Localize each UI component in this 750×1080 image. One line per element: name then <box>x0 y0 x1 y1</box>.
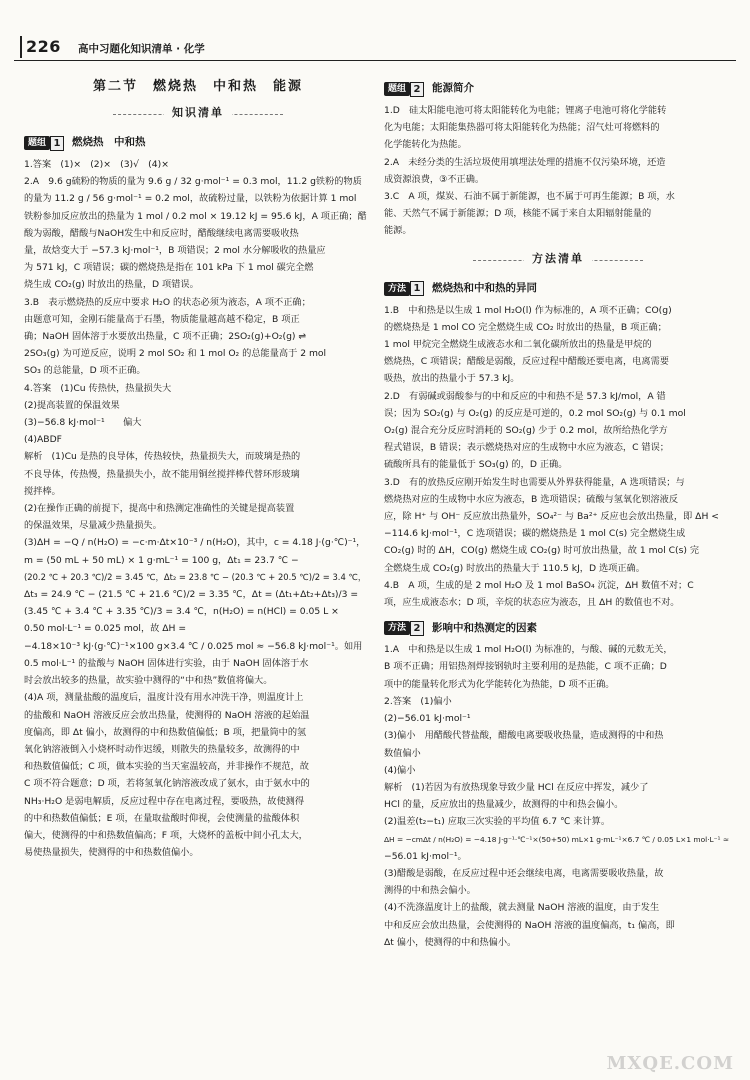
text-line: (3.45 ℃ + 3.4 ℃ + 3.35 ℃)/3 = 3.4 ℃，n(H₂O) = n(HCl) = 0.05 L × <box>24 606 339 618</box>
text-line: 解析 (1)Cu 是热的良导体，传热较快，热量损失大，而玻璃是热的 <box>24 451 301 463</box>
text-line: 2.D 有弱碱或弱酸参与的中和反应的中和热不是 57.3 kJ/mol，A 错 <box>384 390 666 402</box>
method-number: 1 <box>410 281 424 296</box>
text-line: 烧生成 CO₂(g) 时放出的热量，D 项错误。 <box>24 279 199 291</box>
text-line: 酸为弱酸，醋酸与NaOH发生中和反应时，醋酸继续电离需要吸收热 <box>24 227 299 239</box>
right-paragraphs-b <box>384 302 732 612</box>
group-number: 2 <box>410 82 424 97</box>
text-line: 全燃烧生成 CO₂(g) 时放出的热量大于 110.5 kJ，D 选项正确。 <box>384 562 645 574</box>
text-line: 3.D 有的放热反应刚开始发生时也需要从外界获得能量，A 选项错误；与 <box>384 476 685 488</box>
text-line: HCl 的量，反应放出的热量减少，故测得的中和热会偏小。 <box>384 799 624 811</box>
header-rule <box>14 60 736 61</box>
left-paragraphs <box>24 156 372 861</box>
text-line: 化为电能；太阳能集热器可将太阳能转化为热能；沼气灶可将燃料的 <box>384 122 660 134</box>
text-line: 能、天然气不属于新能源；D 项，核能不属于来自太阳辐射能量的 <box>384 208 652 220</box>
text-line: 铁粉参加反应放出的热量为 1 mol / 0.2 mol × 19.12 kJ = 95.6 kJ，A 项正确；醋 <box>24 210 367 222</box>
method-banner <box>473 250 643 270</box>
text-line: O₂(g) 混合充分反应时消耗的 SO₂(g) 少于 0.2 mol，故所给热化学方 <box>384 425 668 437</box>
text-line: (20.2 ℃ + 20.3 ℃)/2 = 3.45 ℃，Δt₂ = 23.8 ℃ − (20.3 ℃ + 20.5 ℃)/2 = 3.4 ℃， <box>24 571 367 582</box>
text-line: 应，除 H⁺ 与 OH⁻ 反应放出热量外，SO₄²⁻ 与 Ba²⁺ 反应也会放出热量，即 ΔH < <box>384 511 719 523</box>
text-line: 化学能转化为热能。 <box>384 139 467 151</box>
text-line: 误；因为 SO₂(g) 与 O₂(g) 的反应是可逆的，0.2 mol SO₂(g) 与 0.1 mol <box>384 407 686 419</box>
text-line: 的燃烧热是 1 mol CO 完全燃烧生成 CO₂ 时放出的热量，B 项正确； <box>384 321 667 333</box>
watermark <box>604 1018 734 1074</box>
text-line: (3)ΔH = −Q / n(H₂O) = −c·m·Δt×10⁻³ / n(H₂O)，其中，c = 4.18 J·(g·℃)⁻¹， <box>24 537 366 549</box>
text-line: 燃烧热对应的生成物中水应为液态，B 选项错误；硫酸与氢氧化钡溶液反 <box>384 493 679 505</box>
text-line: 1.D 硅太阳能电池可将太阳能转化为电能；锂离子电池可将化学能转 <box>384 105 667 116</box>
group-title: 能源简介 <box>432 82 475 95</box>
banner-label: 知识清单 <box>164 104 232 121</box>
text-line: 吸热，放出的热量小于 57.3 kJ。 <box>384 373 520 385</box>
text-line: 3.B 表示燃烧热的反应中要求 H₂O 的状态必须为液态，A 项不正确； <box>24 296 311 308</box>
text-line: m = (50 mL + 50 mL) × 1 g·mL⁻¹ = 100 g，Δt₁ = 23.7 ℃ − <box>24 554 299 566</box>
text-line: 1.B 中和热是以生成 1 mol H₂O(l) 作为标准的，A 项不正确；CO(g) <box>384 304 672 316</box>
banner-label: 方法清单 <box>524 250 592 267</box>
text-line: −114.6 kJ·mol⁻¹，C 选项错误；碳的燃烧热是 1 mol C(s) 完全燃烧生成 <box>384 528 686 540</box>
text-line: 成资源浪费，③不正确。 <box>384 173 485 185</box>
text-line: (4)ABDF <box>24 434 62 446</box>
text-line: 的中和热数值偏低；E 项，在量取盐酸时仰视，会使测量的盐酸体积 <box>24 812 300 824</box>
text-line: 程式错误，B 错误；表示燃烧热对应的生成物中水应为液态，C 错误； <box>384 442 669 454</box>
book-title: 高中习题化知识清单 · 化学 <box>78 43 205 55</box>
text-line: 2SO₃(g) 为可逆反应，说明 2 mol SO₂ 和 1 mol O₂ 的总能量高于 2 mol <box>24 348 327 360</box>
text-line: (4)不洗涤温度计上的盐酸，就去测量 NaOH 溶液的温度，由于发生 <box>384 902 660 914</box>
page-header <box>14 34 736 68</box>
method-title: 燃烧热和中和热的异同 <box>432 282 538 295</box>
page-number: 226 <box>26 37 61 56</box>
right-paragraphs-c <box>384 641 732 951</box>
text-line: 的盐酸和 NaOH 溶液反应会放出热量，使测得的 NaOH 溶液的起始温 <box>24 709 310 721</box>
group-heading-1 <box>24 134 372 152</box>
text-line: 4.答案 (1)Cu 传热快，热量损失大 <box>24 382 172 394</box>
text-line: 中和反应会放出热量，会使测得的 NaOH 溶液的温度偏高，t₁ 偏高，即 <box>384 919 675 931</box>
knowledge-banner <box>113 104 283 124</box>
text-line: 1.答案 (1)× (2)× (3)√ (4)× <box>24 159 169 170</box>
text-line: 项，应生成液态水；D 项，辛烷的状态应为液态，且 ΔH 的数值也不对。 <box>384 597 680 609</box>
group-number: 1 <box>50 136 64 151</box>
method-number: 2 <box>410 621 424 636</box>
text-line: 确；NaOH 固体溶于水要放出热量，C 项不正确；2SO₂(g)+O₂(g) ⇌ <box>24 331 307 343</box>
text-line: Δt₃ = 24.9 ℃ − (21.5 ℃ + 21.6 ℃)/2 = 3.35 ℃，Δt = (Δt₁+Δt₂+Δt₃)/3 = <box>24 589 359 601</box>
text-line: 3.C A 项，煤炭、石油不属于新能源，也不属于可再生能源；B 项，水 <box>384 191 675 203</box>
right-column <box>384 78 732 951</box>
text-line: 硫酸所具有的能量低于 SO₃(g) 的，D 正确。 <box>384 459 568 471</box>
text-line: 量，故焓变大于 −57.3 kJ·mol⁻¹，B 项错误；2 mol 水分解吸收的热量应 <box>24 245 326 257</box>
group-tag: 题组 <box>384 82 410 96</box>
method-heading-2 <box>384 619 732 637</box>
text-line: 项中的能量转化形式为化学能转化为热能，D 项不正确。 <box>384 678 615 690</box>
text-line: 搅拌棒。 <box>24 485 61 497</box>
left-column <box>24 78 372 861</box>
text-line: 由题意可知，金刚石能量高于石墨，物质能量越高越不稳定，B 项正 <box>24 313 300 325</box>
text-line: 2.答案 (1)偏小 <box>384 695 452 707</box>
text-line: 不良导体，传热慢，热量损失小，故不能用铜丝搅拌棒代替环形玻璃 <box>24 468 300 480</box>
text-line: (4)偏小 <box>384 764 416 776</box>
text-line: SO₃ 的总能量，D 项不正确。 <box>24 365 146 377</box>
text-line: ΔH = −cmΔt / n(H₂O) = −4.18 J·g⁻¹·℃⁻¹×(50+50) mL×1 g·mL⁻¹×6.7 ℃ / 0.05 L×1 mol·L⁻¹ ≈ <box>384 834 730 844</box>
text-line: (3)醋酸是弱酸，在反应过程中还会继续电离，电离需要吸收热量，故 <box>384 867 664 879</box>
text-line: C 项不符合题意；D 项，若将氢氧化钠溶液改成了氨水，由于氨水中的 <box>24 778 310 790</box>
text-line: 燃烧热，C 项错误；醋酸是弱酸，反应过程中醋酸还要电离，电离需要 <box>384 356 669 368</box>
text-line: 能源。 <box>384 225 412 237</box>
group-title: 燃烧热 中和热 <box>72 136 146 149</box>
text-line: 偏大，使测得的中和热数值偏高；F 项，大烧杯的盖板中间小孔太大， <box>24 829 308 841</box>
right-paragraphs-a <box>384 102 732 240</box>
text-line: 4.B A 项，生成的是 2 mol H₂O 及 1 mol BaSO₄ 沉淀，ΔH 数值不对；C <box>384 579 694 591</box>
text-line: 的量为 11.2 g / 56 g·mol⁻¹ = 0.2 mol，故硫粉过量，以铁粉为依据计算 1 mol <box>24 193 357 205</box>
text-line: (2)温差(t₂−t₁) 应取三次实验的平均值 6.7 ℃ 来计算。 <box>384 816 611 828</box>
text-line: 0.50 mol·L⁻¹ = 0.025 mol，故 ΔH = <box>24 623 187 635</box>
text-line: (2)在操作正确的前提下，提高中和热测定准确性的关键是提高装置 <box>24 503 295 515</box>
section-title: 第二节 燃烧热 中和热 能源 <box>92 79 303 94</box>
text-line: 的保温效果，尽量减少热量损失。 <box>24 520 162 532</box>
text-line: (3)−56.8 kJ·mol⁻¹ 偏大 <box>24 417 142 429</box>
text-line: 测得的中和热会偏小。 <box>384 885 476 897</box>
text-line: 解析 (1)若因为有放热现象导致少量 HCl 在反应中挥发，减少了 <box>384 781 649 793</box>
text-line: 2.A 9.6 g硫粉的物质的量为 9.6 g / 32 g·mol⁻¹ = 0.3 mol，11.2 g铁粉的物质 <box>24 176 362 188</box>
method-tag: 方法 <box>384 621 410 635</box>
text-line: (2)提高装置的保温效果 <box>24 399 120 411</box>
text-line: NH₃·H₂O 是弱电解质，反应过程中存在电离过程，要吸热，故使测得 <box>24 795 305 807</box>
text-line: −4.18×10⁻³ kJ·(g·℃)⁻¹×100 g×3.4 ℃ / 0.025 mol ≈ −56.8 kJ·mol⁻¹。如用 <box>24 640 363 652</box>
group-heading-2 <box>384 80 732 98</box>
text-line: 和热数值偏低；C 项，做本实验的当天室温较高，并非操作不规范，故 <box>24 761 309 773</box>
text-line: 度偏高，即 Δt 偏小，故测得的中和热数值偏低；B 项，把量筒中的氢 <box>24 726 307 738</box>
text-line: 易使热量损失，使测得的中和热数值偏小。 <box>24 847 199 859</box>
text-line: 1.A 中和热是以生成 1 mol H₂O(l) 为标准的，与酸、碱的元数无关， <box>384 644 673 656</box>
text-line: (2)−56.01 kJ·mol⁻¹ <box>384 713 471 725</box>
text-line: 时会放出较多的热量，故实验中测得的“中和热”数值将偏大。 <box>24 675 273 687</box>
text-line: Δt 偏小，使测得的中和热偏小。 <box>384 936 517 948</box>
group-tag: 题组 <box>24 136 50 150</box>
watermark-text: MXQE.COM <box>606 1053 734 1074</box>
text-line: −56.01 kJ·mol⁻¹。 <box>384 850 467 862</box>
method-title: 影响中和热测定的因素 <box>432 621 538 634</box>
text-line: (3)偏小 用醋酸代替盐酸，醋酸电离要吸收热量，造成测得的中和热 <box>384 730 664 742</box>
text-line: B 项不正确；用铝热剂焊接钢轨时主要利用的是热能，C 项不正确；D <box>384 661 667 673</box>
method-tag: 方法 <box>384 282 410 296</box>
text-line: CO₂(g) 时的 ΔH，CO(g) 燃烧生成 CO₂(g) 时可放出热量，故 1 mol C(s) 完 <box>384 545 700 557</box>
text-line: 0.5 mol·L⁻¹ 的盐酸与 NaOH 固体进行实验，由于 NaOH 固体溶于水 <box>24 657 309 669</box>
header-tick <box>20 36 22 58</box>
text-line: 氧化钠溶液倒入小烧杯时动作迟缓，则散失的热量较多，故测得的中 <box>24 743 300 755</box>
text-line: 为 571 kJ，C 项错误；碳的燃烧热是指在 101 kPa 下 1 mol 碳完全燃 <box>24 262 314 274</box>
text-line: (4)A 项，测量盐酸的温度后，温度计没有用水冲洗干净，则温度计上 <box>24 692 304 704</box>
text-line: 数值偏小 <box>384 747 421 759</box>
text-line: 1 mol 甲烷完全燃烧生成液态水和二氧化碳所放出的热量是甲烷的 <box>384 339 652 351</box>
method-heading-1 <box>384 280 732 298</box>
text-line: 2.A 未经分类的生活垃圾使用填埋法处理的措施不仅污染环境，还造 <box>384 156 666 168</box>
